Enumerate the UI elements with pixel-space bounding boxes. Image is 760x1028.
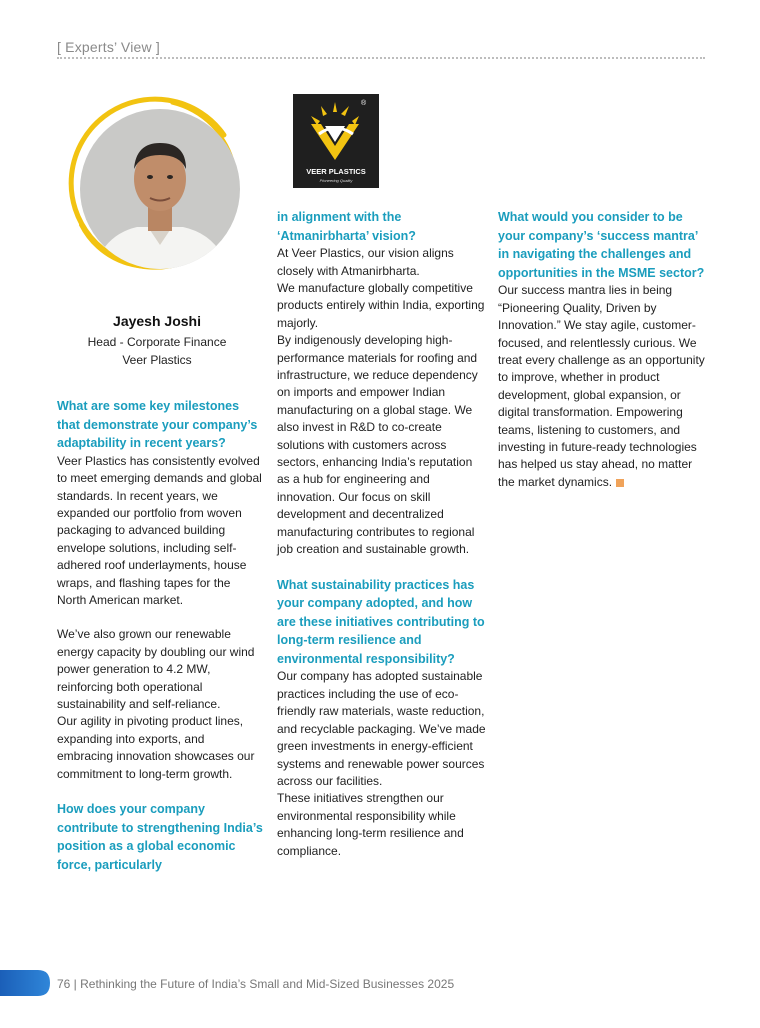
footer-page-info: 76 | Rethinking the Future of India’s Small and Mid-Sized Businesses 2025	[57, 977, 455, 991]
profile-title	[57, 333, 257, 369]
answer-sustainability-p1: Our company has adopted sustainable practices including the use of eco-friendly raw materials, waste reduction, and recyclable packaging. We’ve made green investments in energy-efficient systems and renewable power sources across our facilities.	[277, 669, 486, 788]
section-tag: [ Experts’ View ]	[57, 39, 160, 55]
column-2	[277, 208, 487, 860]
logo-brand: VEER PLASTICS	[306, 167, 366, 176]
profile-portrait	[62, 95, 242, 275]
registered-mark: ®	[361, 100, 367, 107]
profile-role: Head - Corporate Finance	[87, 335, 227, 349]
answer-success-mantra-text: Our success mantra lies in being “Pioneering Quality, Driven by Innovation.” We stay agile, customer-focused, and relentlessly curious. We treat every challenge as an opportunity to improve, whether in product development, global expansion, or digital transformation. Empowering teams, listening to customers, and investing in future-ready technologies has helped us stay ahead, no matter the market dynamics.	[498, 283, 705, 489]
question-success-mantra: What would you consider to be your company’s ‘success mantra’ in navigating the challenges and opportunities in the MSME sector?	[498, 210, 705, 280]
question-milestones: What are some key milestones that demonstrate your company’s adaptability in recent years?	[57, 399, 258, 451]
end-mark-icon	[616, 479, 624, 487]
question-economic-force: How does your company contribute to strengthening India’s position as a global economic force, particularly	[57, 802, 263, 872]
company-logo	[293, 94, 379, 188]
header-divider	[57, 57, 705, 59]
profile-name: Jayesh Joshi	[113, 313, 201, 329]
profile-company: Veer Plastics	[122, 353, 192, 367]
question-sustainability: What sustainability practices has your company adopted, and how are these initiatives contributing to long-term resilience and environmental responsibility?	[277, 577, 485, 666]
question-economic-force-cont: in alignment with the ‘Atmanirbharta’ vision?	[277, 210, 416, 243]
answer-milestones-p3: Our agility in pivoting product lines, expanding into exports, and embracing innovation showcases our commitment to long-term growth.	[57, 714, 255, 781]
answer-economic-force-p1: At Veer Plastics, our vision aligns closely with Atmanirbharta.	[277, 246, 454, 278]
column-1	[57, 397, 263, 874]
answer-sustainability-p2: These initiatives strengthen our environmental responsibility while enhancing long-term resilience and compliance.	[277, 791, 464, 858]
answer-economic-force-p2: We manufacture globally competitive products entirely within India, exporting majorly.	[277, 281, 485, 330]
answer-success-mantra	[498, 282, 708, 491]
answer-economic-force-p3: By indigenously developing high-performance materials for roofing and infrastructure, we reduce dependency on imports and empower Indian manufacturing on a global stage. We also invest in R&D to co-create solutions with customers across sectors, enhancing India’s reputation as a hub for engineering and innovation. Our focus on skill development and decentralized manufacturing contributes to regional job creation and sustainable growth.	[277, 333, 478, 557]
column-3	[498, 208, 708, 491]
answer-milestones-p1: Veer Plastics has consistently evolved to meet emerging demands and global standards. In recent years, we expanded our portfolio from woven packaging to advanced building envelope solutions, including self-adhered roof underlayments, house wraps, and flashing tapes for the North American market.	[57, 453, 262, 608]
logo-tagline: Pioneering Quality	[319, 178, 353, 183]
footer-accent	[0, 970, 50, 996]
answer-milestones-p2: We’ve also grown our renewable energy capacity by doubling our wind power generation to 4.2 MW, reinforcing both operational sustainability and self-reliance.	[57, 627, 255, 712]
